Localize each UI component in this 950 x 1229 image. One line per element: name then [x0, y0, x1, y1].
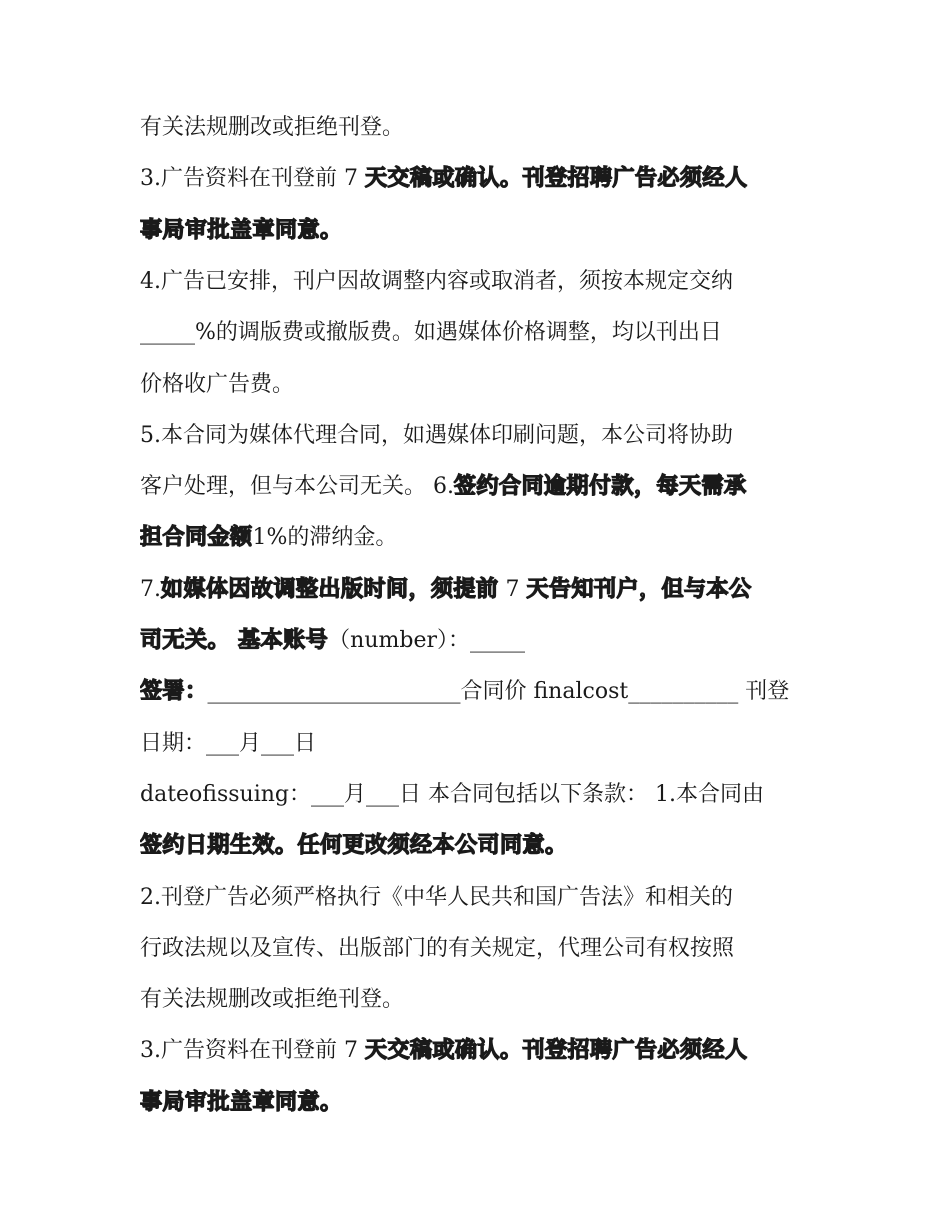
text-line	[140, 317, 820, 349]
outlined-text-segment: 天交稿或确认。刊登招聘广告必须经人	[364, 166, 748, 191]
outlined-text-segment: 如媒体因故调整出版时间，须提前	[161, 577, 499, 602]
text-line	[140, 112, 820, 144]
text-segment: 价格收广告费。	[140, 372, 295, 397]
outlined-text-segment: 签约日期生效。任何更改须经本公司同意。	[140, 833, 568, 858]
text-line	[140, 522, 820, 554]
text-line	[140, 779, 820, 811]
outlined-text-segment: 司无关。 基本账号	[140, 628, 329, 653]
text-segment: 有关法规删改或拒绝刊登。	[140, 987, 405, 1012]
text-segment: _______________________合同价 finalcost__________ 刊登	[207, 679, 790, 704]
text-line	[140, 1087, 820, 1119]
text-segment: 日期：___月___日	[140, 731, 317, 756]
outlined-text-segment: 天交稿或确认。刊登招聘广告必须经人	[364, 1038, 748, 1063]
outlined-text-segment: 签约合同逾期付款，每天需承	[453, 474, 747, 499]
outlined-text-segment: 事局审批盖章同意。	[140, 1090, 343, 1115]
text-segment: 2.刊登广告必须严格执行《中华人民共和国广告法》和相关的	[140, 885, 733, 910]
text-line	[140, 984, 820, 1016]
text-segment: （number）：_____	[328, 628, 525, 653]
text-line	[140, 830, 820, 862]
text-line	[140, 266, 820, 298]
text-line	[140, 728, 820, 760]
text-line	[140, 933, 820, 965]
text-line	[140, 625, 820, 657]
text-line	[140, 574, 820, 606]
text-segment: 客户处理，但与本公司无关。 6.	[140, 474, 454, 499]
text-line	[140, 369, 820, 401]
outlined-text-segment: 天告知刊户，但与本公	[526, 577, 752, 602]
text-line	[140, 420, 820, 452]
text-segment: 行政法规以及宣传、出版部门的有关规定，代理公司有权按照	[140, 936, 735, 961]
text-segment: 4.广告已安排，刊户因故调整内容或取消者，须按本规定交纳	[140, 269, 733, 294]
text-segment: dateofissuing：___月___日 本合同包括以下条款： 1.本合同由	[140, 782, 764, 807]
text-line	[140, 882, 820, 914]
text-segment: 有关法规删改或拒绝刊登。	[140, 115, 405, 140]
text-line	[140, 676, 820, 708]
outlined-text-segment: 担合同金额	[140, 525, 253, 550]
text-segment: 5.本合同为媒体代理合同，如遇媒体印刷问题，本公司将协助	[140, 423, 733, 448]
text-segment: 7	[498, 577, 527, 602]
text-segment: 3.广告资料在刊登前 7	[140, 1038, 365, 1063]
text-segment: 3.广告资料在刊登前 7	[140, 166, 365, 191]
outlined-text-segment: 签署：	[140, 679, 208, 704]
text-line	[140, 163, 820, 195]
text-segment: 1%的滞纳金。	[252, 525, 398, 550]
text-line	[140, 1035, 820, 1067]
text-line	[140, 471, 820, 503]
text-segment: 7.	[140, 577, 161, 602]
outlined-text-segment: 事局审批盖章同意。	[140, 218, 343, 243]
text-segment: _____%的调版费或撤版费。如遇媒体价格调整，均以刊出日	[140, 320, 722, 345]
text-line	[140, 215, 820, 247]
